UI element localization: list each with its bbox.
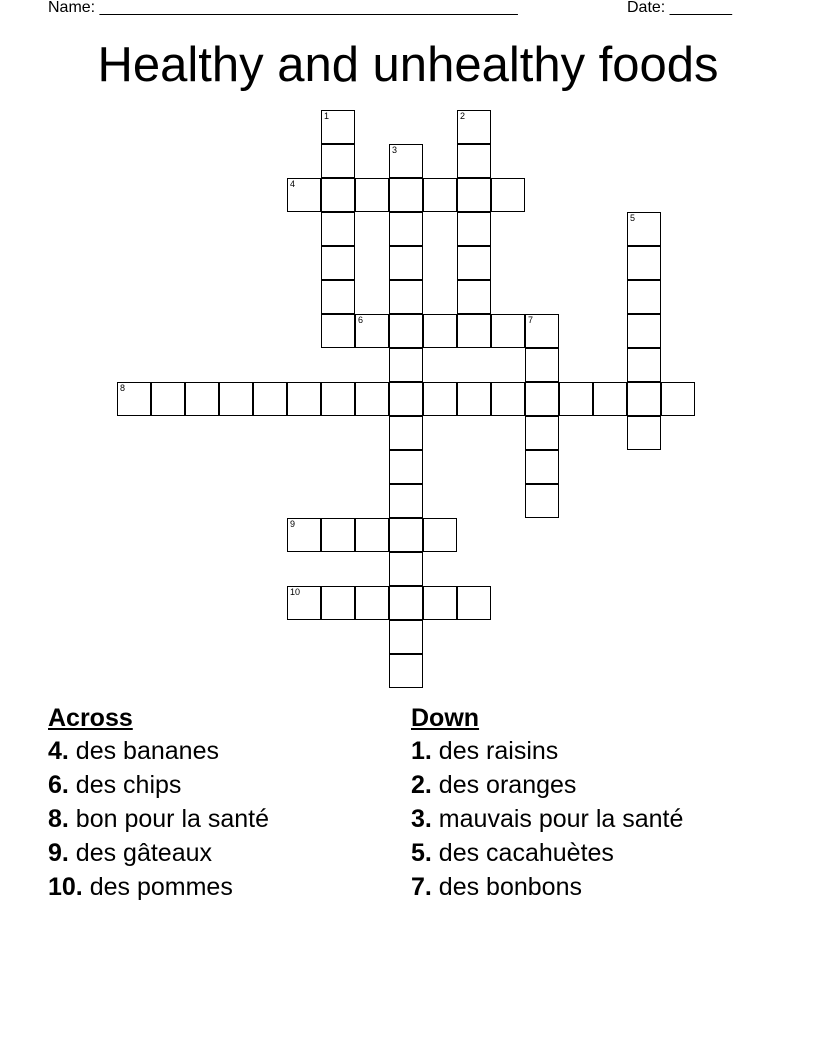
- crossword-cell[interactable]: [355, 178, 389, 212]
- down-clues: [411, 702, 683, 904]
- crossword-cell[interactable]: [457, 586, 491, 620]
- crossword-cell[interactable]: [457, 382, 491, 416]
- clue-text: des bonbons: [431, 873, 582, 901]
- crossword-cell[interactable]: [389, 620, 423, 654]
- clue-number-label: 4: [290, 179, 296, 189]
- crossword-cell[interactable]: [355, 518, 389, 552]
- crossword-cell[interactable]: [423, 518, 457, 552]
- crossword-cell[interactable]: [627, 348, 661, 382]
- crossword-cell[interactable]: [321, 382, 355, 416]
- crossword-cell[interactable]: [287, 586, 321, 620]
- crossword-cell[interactable]: [389, 246, 423, 280]
- clue-number: 9.: [48, 839, 69, 867]
- crossword-cell[interactable]: [525, 450, 559, 484]
- crossword-cell[interactable]: [389, 552, 423, 586]
- crossword-cell[interactable]: [287, 382, 321, 416]
- crossword-cell[interactable]: [457, 110, 491, 144]
- across-clues: [48, 702, 269, 904]
- clue-text: des gâteaux: [68, 839, 213, 867]
- clue-down-7: [411, 870, 683, 904]
- clue-number-label: 5: [630, 213, 636, 223]
- crossword-cell[interactable]: [253, 382, 287, 416]
- clue-number: 1.: [411, 737, 432, 765]
- name-field-label[interactable]: Name: _______________________________________________: [48, 0, 518, 16]
- clue-across-8: [48, 802, 269, 836]
- crossword-cell[interactable]: [627, 314, 661, 348]
- crossword-cell[interactable]: [389, 484, 423, 518]
- clue-down-5: [411, 836, 683, 870]
- crossword-cell[interactable]: [627, 280, 661, 314]
- clue-text: bon pour la santé: [68, 805, 270, 833]
- clue-number: 2.: [411, 771, 432, 799]
- crossword-cell[interactable]: [627, 246, 661, 280]
- clue-across-6: [48, 768, 269, 802]
- clue-number: 7.: [411, 873, 432, 901]
- clue-number: 8.: [48, 805, 69, 833]
- crossword-cell[interactable]: [287, 178, 321, 212]
- clue-number: 4.: [48, 737, 69, 765]
- crossword-cell[interactable]: [117, 382, 151, 416]
- crossword-cell[interactable]: [389, 144, 423, 178]
- crossword-cell[interactable]: [321, 178, 355, 212]
- clue-text: des cacahuètes: [431, 839, 614, 867]
- crossword-cell[interactable]: [321, 212, 355, 246]
- crossword-cell[interactable]: [321, 314, 355, 348]
- crossword-cell[interactable]: [661, 382, 695, 416]
- crossword-cell[interactable]: [321, 586, 355, 620]
- clue-number-label: 9: [290, 519, 296, 529]
- clue-number-label: 1: [324, 111, 330, 121]
- crossword-cell[interactable]: [491, 178, 525, 212]
- crossword-cell[interactable]: [559, 382, 593, 416]
- clue-text: des oranges: [431, 771, 577, 799]
- crossword-cell[interactable]: [593, 382, 627, 416]
- clue-down-2: [411, 768, 683, 802]
- clue-number: 10.: [48, 873, 83, 901]
- crossword-cell[interactable]: [457, 212, 491, 246]
- crossword-cell[interactable]: [321, 518, 355, 552]
- crossword-cell[interactable]: [627, 382, 661, 416]
- clue-number-label: 6: [358, 315, 364, 325]
- crossword-cell[interactable]: [525, 382, 559, 416]
- crossword-cell[interactable]: [389, 212, 423, 246]
- crossword-cell[interactable]: [525, 484, 559, 518]
- crossword-cell[interactable]: [287, 518, 321, 552]
- crossword-cell[interactable]: [627, 212, 661, 246]
- crossword-cell[interactable]: [219, 382, 253, 416]
- across-heading: Across: [48, 704, 133, 732]
- clue-down-1: [411, 734, 683, 768]
- crossword-cell[interactable]: [457, 314, 491, 348]
- crossword-cell[interactable]: [151, 382, 185, 416]
- clue-number-label: 3: [392, 145, 398, 155]
- crossword-cell[interactable]: [389, 348, 423, 382]
- crossword-cell[interactable]: [423, 586, 457, 620]
- clue-across-4: [48, 734, 269, 768]
- crossword-cell[interactable]: [389, 382, 423, 416]
- clue-text: des bananes: [68, 737, 219, 765]
- crossword-cell[interactable]: [321, 110, 355, 144]
- crossword-cell[interactable]: [423, 178, 457, 212]
- clue-across-9: [48, 836, 269, 870]
- crossword-cell[interactable]: [321, 144, 355, 178]
- crossword-cell[interactable]: [355, 314, 389, 348]
- crossword-cell[interactable]: [355, 586, 389, 620]
- crossword-cell[interactable]: [389, 314, 423, 348]
- clue-down-3: [411, 802, 683, 836]
- crossword-cell[interactable]: [389, 416, 423, 450]
- crossword-cell[interactable]: [355, 382, 389, 416]
- crossword-cell[interactable]: [457, 144, 491, 178]
- clue-text: mauvais pour la santé: [431, 805, 684, 833]
- crossword-cell[interactable]: [321, 246, 355, 280]
- clue-across-10: [48, 870, 269, 904]
- crossword-cell[interactable]: [321, 280, 355, 314]
- crossword-cell[interactable]: [491, 314, 525, 348]
- crossword-cell[interactable]: [525, 348, 559, 382]
- clue-text: des chips: [68, 771, 182, 799]
- clue-number-label: 2: [460, 111, 466, 121]
- clue-number: 5.: [411, 839, 432, 867]
- crossword-cell[interactable]: [423, 382, 457, 416]
- clue-number: 3.: [411, 805, 432, 833]
- clue-number-label: 10: [290, 587, 301, 597]
- crossword-cell[interactable]: [457, 178, 491, 212]
- clue-text: des raisins: [431, 737, 559, 765]
- crossword-cell[interactable]: [525, 314, 559, 348]
- crossword-cell[interactable]: [185, 382, 219, 416]
- crossword-cell[interactable]: [389, 280, 423, 314]
- crossword-cell[interactable]: [457, 280, 491, 314]
- page-title: Healthy and unhealthy foods: [97, 38, 719, 92]
- crossword-cell[interactable]: [627, 416, 661, 450]
- crossword-cell[interactable]: [423, 314, 457, 348]
- clue-number-label: 7: [528, 315, 534, 325]
- crossword-cell[interactable]: [389, 450, 423, 484]
- clue-number: 6.: [48, 771, 69, 799]
- crossword-cell[interactable]: [525, 416, 559, 450]
- clue-text: des pommes: [82, 873, 233, 901]
- date-field-label[interactable]: Date: _______: [627, 0, 732, 16]
- crossword-cell[interactable]: [389, 586, 423, 620]
- crossword-cell[interactable]: [389, 518, 423, 552]
- crossword-cell[interactable]: [491, 382, 525, 416]
- crossword-cell[interactable]: [457, 246, 491, 280]
- clue-number-label: 8: [120, 383, 126, 393]
- crossword-cell[interactable]: [389, 654, 423, 688]
- crossword-cell[interactable]: [389, 178, 423, 212]
- down-heading: Down: [411, 704, 480, 732]
